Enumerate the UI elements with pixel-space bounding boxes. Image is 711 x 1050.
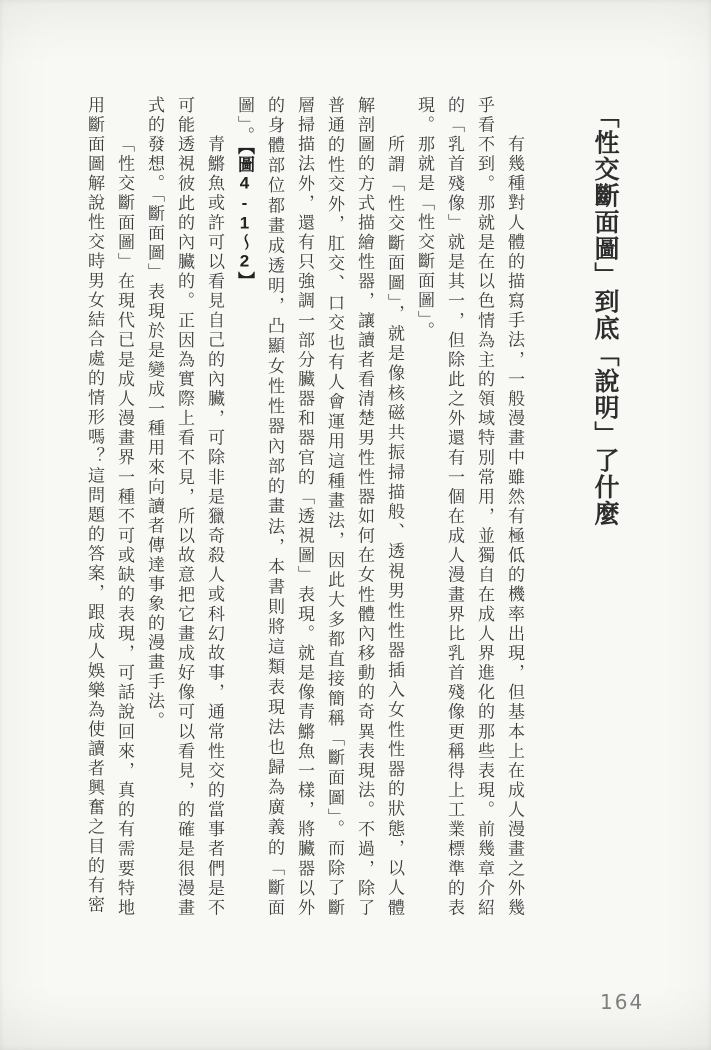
paragraph-2-text: 所謂「性交斷面圖」，就是像核磁共振掃描般、透視男性性器插入女性性器的狀態，以人體解剖圖的方式描繪性器，讓讀者看清楚男性性器如何在女性體內移動的奇異表現法。不過，除了普通的性交外，肛交、口交也有人會運用這種畫法，因此大多都直接簡稱「斷面圖」。而除了斷層掃描法外，還有只強調一部分臟器和器官的「透視圖」表現。就是像青鱂魚一樣，將臟器以外的身體部位都畫成透明，凸顯女性性器內部的畫法，本書則將這類表現法也歸為廣義的「斷面圖」。 — [235, 96, 404, 918]
paragraph-1: 有幾種對人體的描寫手法，一般漫畫中雖然有極低的機率出現，但基本上在成人漫畫之外幾乎看不到。那就是在以色情為主的領域特別常用，並獨自在成人界進化的那些表現。前幾章介紹的「乳首殘像」就是其一，但除此之外還有一個在成人漫畫界比乳首殘像更稱得上工業標準的表現。那就是「性交斷面圖」。 — [415, 96, 524, 918]
paragraph-3: 青鱂魚或許可以看見自己的內臟，可除非是獵奇殺人或科幻故事，通常性交的當事者們是不可能透視彼此的內臟的。正因為實際上看不見，所以故意把它畫成好像可以看見，的確是很漫畫式的發想。「斷面圖」表現於是變成一種用來向讀者傳達事象的漫畫手法。 — [145, 96, 224, 918]
chapter-title: 「性交斷面圖」到底「說明」了什麼 — [591, 103, 619, 527]
page-content — [79, 96, 623, 918]
body-text — [79, 96, 529, 918]
figure-reference: 【圖4-1～2】 — [235, 146, 254, 290]
page-number: 164 — [600, 990, 645, 1014]
paragraph-4: 「性交斷面圖」在現代已是成人漫畫界一種不可或缺的表現，可話說回來，真的有需要特地用斷面圖解說性交時男女結合處的情形嗎？這問題的答案，跟成人娛樂為使讀者興奮之目的有密 — [85, 96, 134, 918]
paragraph-2 — [229, 96, 409, 918]
